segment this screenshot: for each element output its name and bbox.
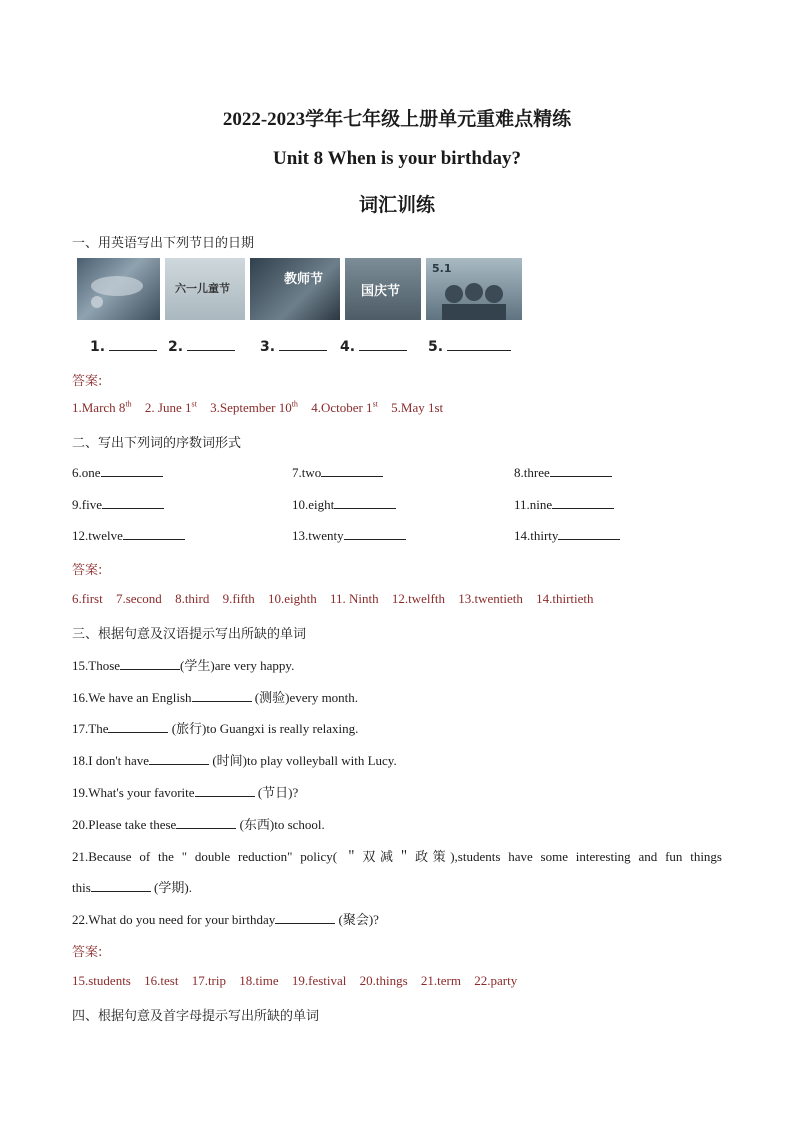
festival-image-1 xyxy=(77,258,160,320)
question-16: 16.We have an English (测验)every month. xyxy=(72,690,359,705)
question-19: 19.What's your favorite (节日)? xyxy=(72,785,299,800)
blank-9[interactable] xyxy=(102,496,164,509)
answer-19: 19.festival xyxy=(291,973,347,988)
answer-label-1: 答案: xyxy=(72,374,103,389)
blank-17[interactable] xyxy=(108,720,168,733)
blank-19[interactable] xyxy=(195,784,255,797)
answer-13: 13.twentieth xyxy=(458,591,523,606)
section4-heading: 四、根据句意及首字母提示写出所缺的单词 xyxy=(72,1009,320,1024)
blank-2[interactable]: 2. xyxy=(168,338,235,355)
answer-9: 9.fifth xyxy=(222,591,255,606)
blank-22[interactable] xyxy=(275,911,335,924)
blank-15[interactable] xyxy=(120,657,180,670)
answer-12: 12.twelfth xyxy=(391,591,445,606)
answer-2: 2. June 1st xyxy=(144,400,197,416)
blank-8[interactable] xyxy=(550,464,612,477)
blank-4[interactable]: 4. xyxy=(340,338,407,355)
page-title: 2022-2023学年七年级上册单元重难点精练 xyxy=(222,109,572,130)
answer-18: 18.time xyxy=(239,973,279,988)
question-21: 21.Because of the " double reduction" policy( ＂双减＂政策),students have some interesting and fun things xyxy=(72,849,722,864)
item-13: 13.twenty xyxy=(292,527,406,544)
section1-heading: 一、用英语写出下列节日的日期 xyxy=(72,236,255,251)
blank-7[interactable] xyxy=(321,464,383,477)
blank-3[interactable]: 3. xyxy=(260,338,327,355)
answer-17: 17.trip xyxy=(191,973,226,988)
blank-13[interactable] xyxy=(344,527,406,540)
answer-22: 22.party xyxy=(474,973,518,988)
item-6: 6.one xyxy=(72,464,163,481)
item-7: 7.two xyxy=(292,464,383,481)
item-14: 14.thirty xyxy=(514,527,620,544)
answer-4: 4.October 1st xyxy=(311,400,378,416)
section2-heading: 二、写出下列词的序数词形式 xyxy=(72,436,242,451)
question-21-cont: this (学期). xyxy=(72,880,192,895)
question-15: 15.Those (学生)are very happy. xyxy=(72,658,295,673)
unit-title: Unit 8 When is your birthday? xyxy=(273,148,521,169)
answer-21: 21.term xyxy=(420,973,461,988)
answer-14: 14.thirtieth xyxy=(536,591,594,606)
answers-section2 xyxy=(72,591,604,607)
item-10: 10.eight xyxy=(292,496,396,513)
festival-image-strip xyxy=(77,258,523,320)
festival-image-2 xyxy=(165,258,245,320)
blank-21[interactable] xyxy=(91,879,151,892)
labour-day-label: 5.1 xyxy=(432,262,452,275)
item-11: 11.nine xyxy=(514,496,614,513)
festival-image-5 xyxy=(426,258,522,320)
question-18: 18.I don't have (时间)to play volleyball with Lucy. xyxy=(72,753,397,768)
blank-20[interactable] xyxy=(176,816,236,829)
national-day-label: 国庆节 xyxy=(361,284,401,299)
teachers-day-label: 教师节 xyxy=(284,272,324,287)
item-8: 8.three xyxy=(514,464,612,481)
answer-3: 3.September 10th xyxy=(210,400,298,416)
blank-11[interactable] xyxy=(552,496,614,509)
childrens-day-label: 六一儿童节 xyxy=(175,282,230,295)
answer-8: 8.third xyxy=(175,591,210,606)
item-9: 9.five xyxy=(72,496,164,513)
answer-15: 15.students xyxy=(72,973,131,988)
blank-16[interactable] xyxy=(192,689,252,702)
question-17: 17.The (旅行)to Guangxi is really relaxing. xyxy=(72,721,359,736)
blank-12[interactable] xyxy=(123,527,185,540)
answer-label-2: 答案: xyxy=(72,563,103,578)
answer-6: 6.first xyxy=(72,591,103,606)
answer-16: 16.test xyxy=(144,973,179,988)
answer-1: 1.March 8th xyxy=(72,400,132,416)
blank-14[interactable] xyxy=(558,527,620,540)
section-title: 词汇训练 xyxy=(358,195,435,216)
answers-section1 xyxy=(72,400,453,416)
festival-image-4 xyxy=(345,258,421,320)
blank-18[interactable] xyxy=(149,752,209,765)
item-12: 12.twelve xyxy=(72,527,185,544)
question-22: 22.What do you need for your birthday (聚会)? xyxy=(72,912,379,927)
answer-7: 7.second xyxy=(115,591,162,606)
answer-11: 11. Ninth xyxy=(330,591,379,606)
question-20: 20.Please take these (东西)to school. xyxy=(72,817,325,832)
blank-5[interactable]: 5. xyxy=(428,338,511,355)
festival-image-3 xyxy=(250,258,340,320)
answer-5: 5.May 1st xyxy=(391,400,444,416)
answer-label-3: 答案: xyxy=(72,945,103,960)
answer-10: 10.eighth xyxy=(268,591,317,606)
answers-section3 xyxy=(72,973,527,989)
blank-10[interactable] xyxy=(334,496,396,509)
womens-day-graphic xyxy=(77,258,160,320)
section3-heading: 三、根据句意及汉语提示写出所缺的单词 xyxy=(72,627,307,642)
blank-6[interactable] xyxy=(101,464,163,477)
blank-1[interactable]: 1. xyxy=(90,338,157,355)
answer-20: 20.things xyxy=(359,973,408,988)
